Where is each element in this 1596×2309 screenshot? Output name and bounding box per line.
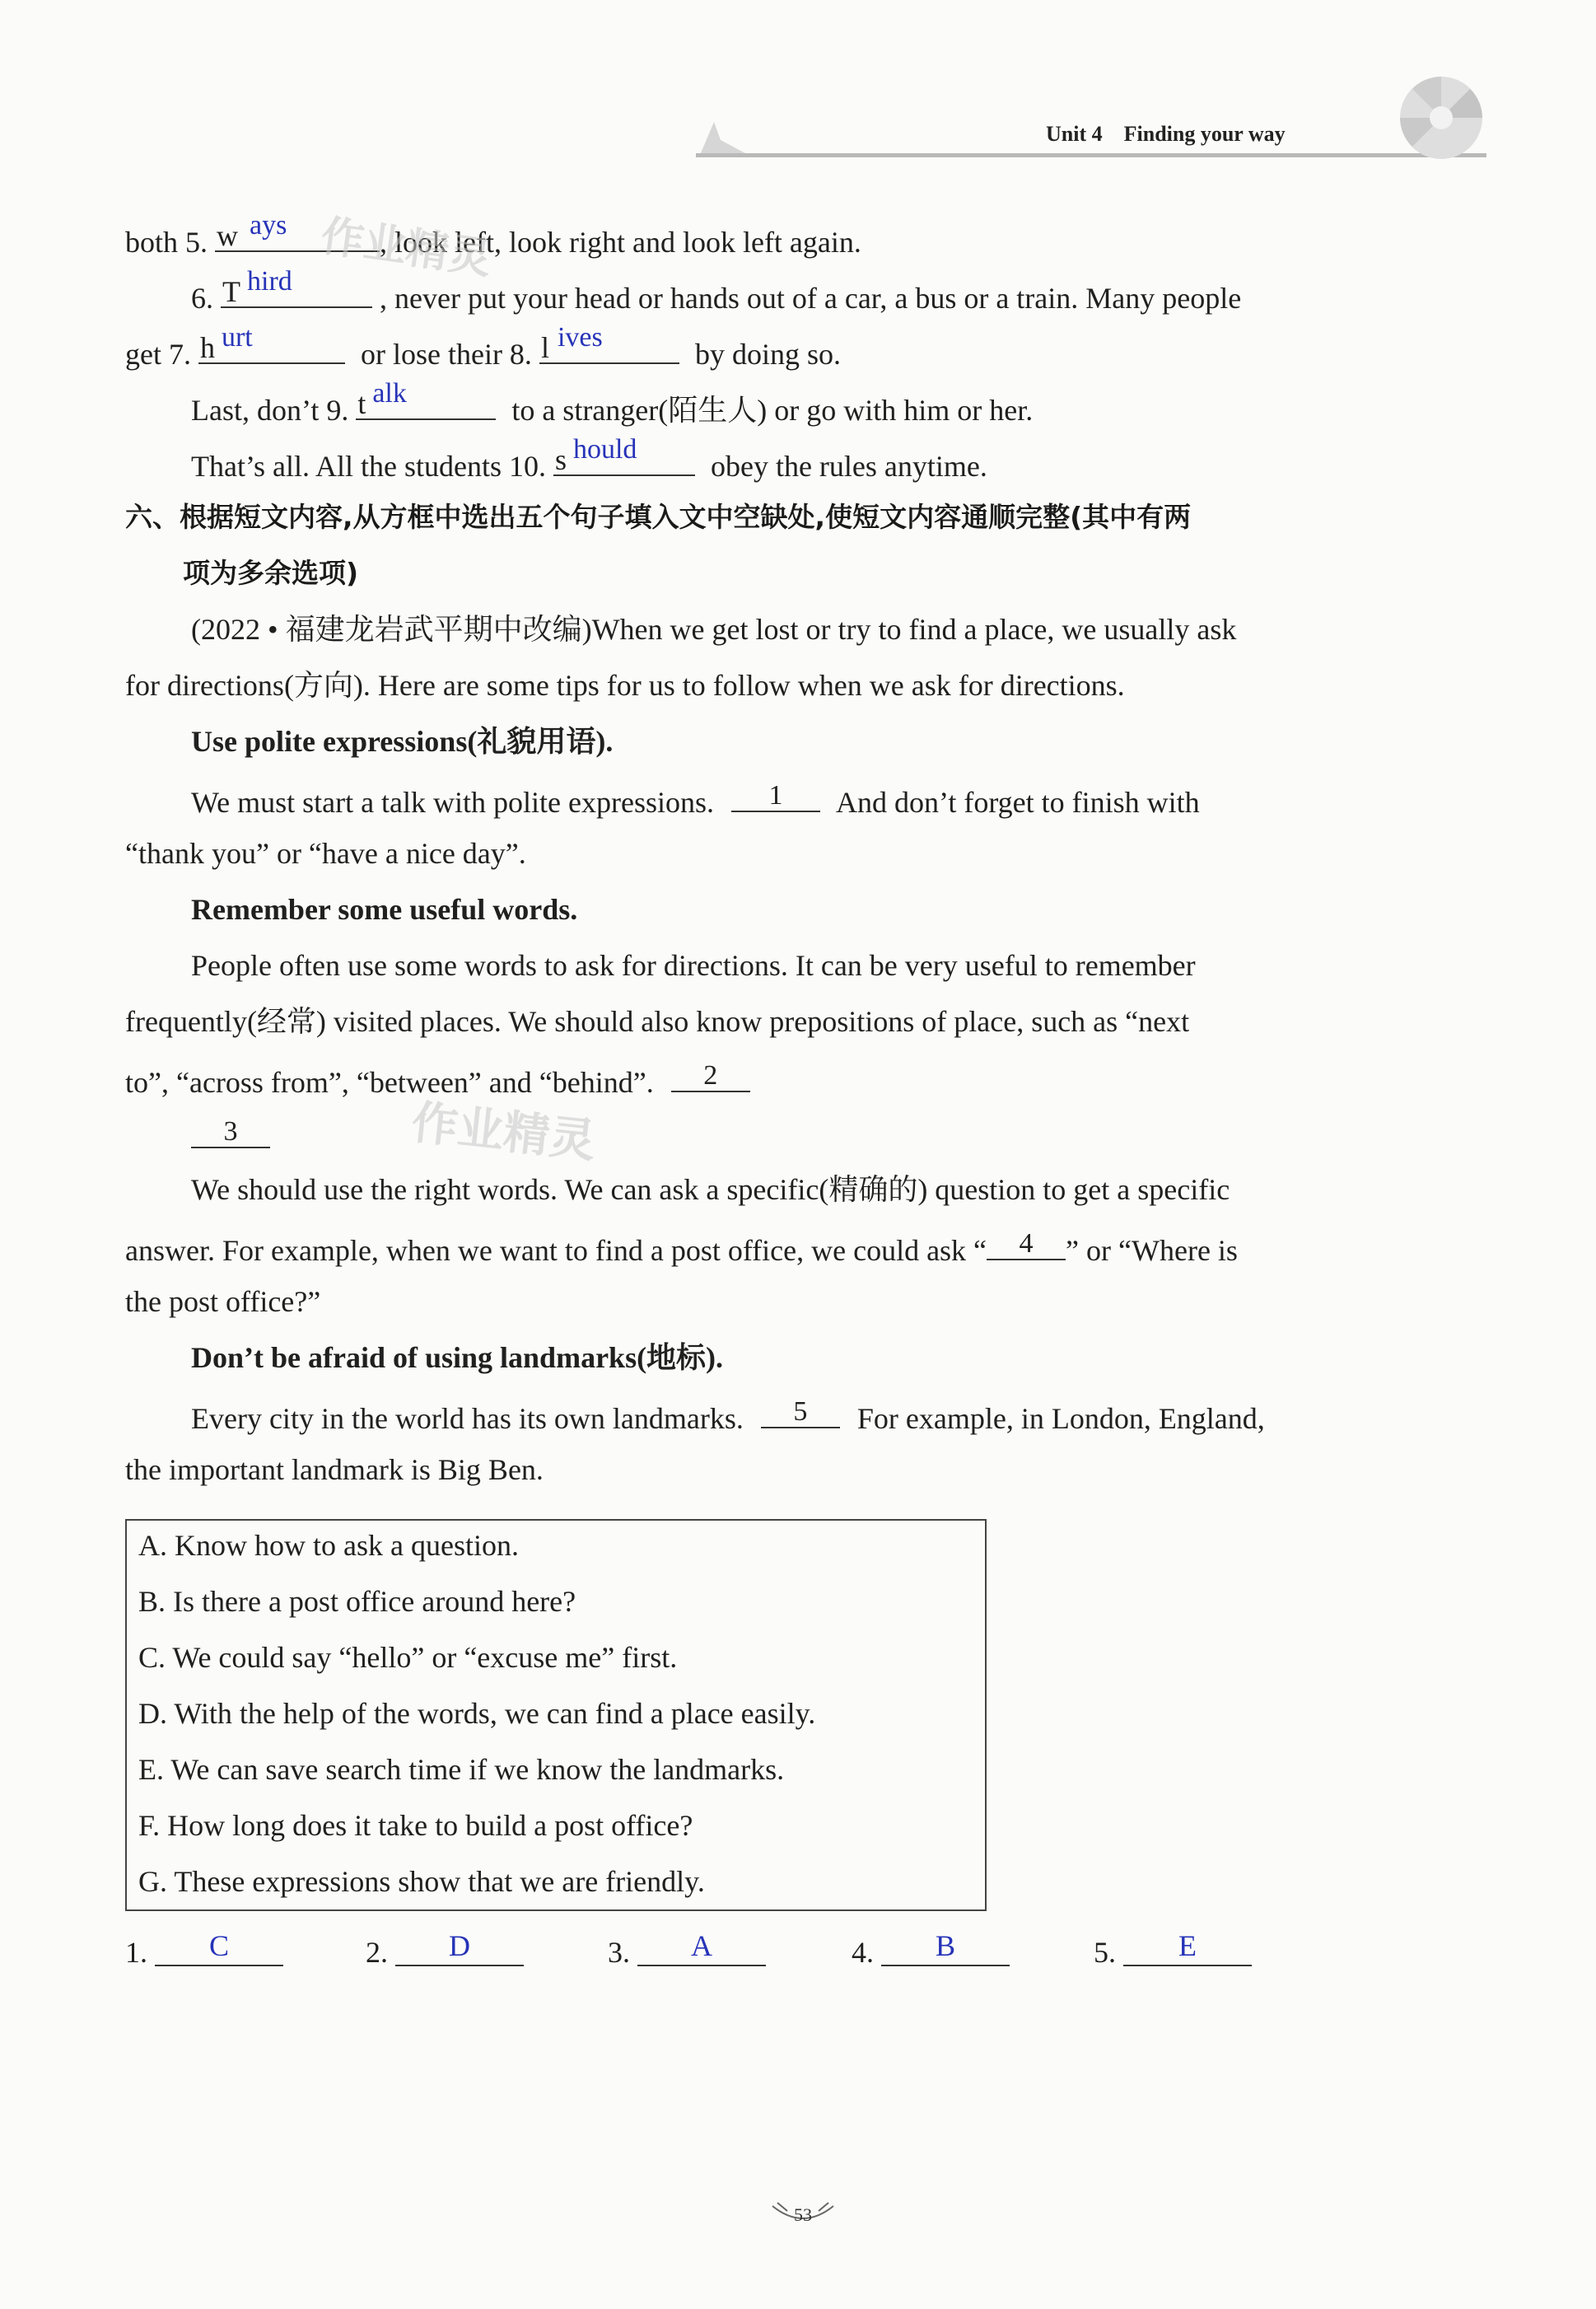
passage-line: People often use some words to ask for directions. It can be very useful to remember — [191, 949, 1196, 982]
item-number: That’s all. All the students 10. — [191, 450, 546, 483]
line-text: answer. For example, when we want to find a post office, we could ask “ — [125, 1234, 987, 1267]
passage-blank-1 — [731, 778, 820, 812]
blank-number: 1 — [768, 780, 783, 811]
line-text: by doing so. — [694, 338, 841, 371]
answer-number: 4. — [852, 1936, 874, 1969]
line-text: And don’t forget to finish with — [836, 786, 1200, 819]
answer-blank-7 — [198, 322, 345, 364]
passage-line — [191, 1114, 270, 1158]
blank-initial: t — [357, 387, 366, 420]
answer-blank-9 — [356, 378, 496, 420]
line-text: , look left, look right and look left again. — [380, 226, 861, 259]
passage-line — [191, 1394, 1265, 1438]
blank-initial: h — [199, 331, 215, 364]
handwritten-answer: ives — [557, 322, 603, 353]
blank-initial: s — [554, 443, 567, 476]
line-text: to”, “across from”, “between” and “behind”. — [125, 1066, 654, 1099]
passage-line: the important landmark is Big Ben. — [125, 1453, 544, 1486]
exercise-line-9 — [191, 378, 1034, 430]
answer-slot-3 — [608, 1929, 766, 1970]
handwritten-answer: ays — [250, 210, 287, 241]
header-unit-title: Finding your way — [1123, 122, 1286, 146]
handwritten-answer: alk — [372, 378, 407, 409]
passage-line — [191, 778, 1200, 822]
header-disc-decoration — [1392, 72, 1491, 163]
item-number: both 5. — [125, 226, 208, 259]
blank-number: 5 — [793, 1396, 808, 1427]
answer-blank-10 — [553, 434, 695, 476]
line-text: We must start a talk with polite expressions. — [191, 786, 714, 819]
answer-number: 2. — [366, 1936, 388, 1969]
exercise-line-6 — [191, 266, 1242, 318]
header-rule — [696, 153, 1486, 157]
passage-line: the post office?” — [125, 1285, 321, 1318]
line-text: For example, in London, England, — [856, 1402, 1265, 1435]
passage-line: frequently(经常) visited places. We should also know prepositions of place, such as “next — [125, 1005, 1190, 1038]
header-unit: Unit 4 — [1046, 122, 1103, 146]
passage-line: for directions(方向). Here are some tips for us to follow when we ask for directions. — [125, 669, 1125, 702]
passage-line: We should use the right words. We can ask a specific(精确的) question to get a specific — [191, 1173, 1230, 1206]
answer-blank-6 — [221, 266, 372, 308]
answer-number: 1. — [125, 1936, 147, 1969]
header-title — [1046, 122, 1307, 147]
line-text: ” or “Where is — [1066, 1234, 1238, 1267]
option-b: B. Is there a post office around here? — [138, 1585, 576, 1618]
handwritten-answer: C — [155, 1928, 283, 1966]
passage-blank-4 — [987, 1226, 1066, 1260]
passage-line: (2022 • 福建龙岩武平期中改编)When we get lost or try to find a place, we usually ask — [191, 613, 1237, 646]
option-a: A. Know how to ask a question. — [138, 1529, 519, 1562]
option-e: E. We can save search time if we know the landmarks. — [138, 1753, 785, 1786]
passage-blank-2 — [671, 1058, 750, 1092]
option-f: F. How long does it take to build a post office? — [138, 1809, 693, 1842]
option-c: C. We could say “hello” or “excuse me” first. — [138, 1641, 678, 1674]
passage-line: “thank you” or “have a nice day”. — [125, 837, 526, 870]
blank-initial: w — [217, 219, 239, 252]
handwritten-answer: D — [395, 1928, 524, 1966]
section-title-cont: 项为多余选项) — [183, 557, 359, 589]
line-text: Every city in the world has its own landmarks. — [191, 1402, 744, 1435]
item-number: get 7. — [125, 338, 191, 371]
passage-subheading: Don’t be afraid of using landmarks(地标). — [191, 1341, 724, 1374]
answer-blank-8 — [539, 322, 679, 364]
handwritten-answer: B — [881, 1928, 1010, 1966]
line-text: or lose their 8. — [360, 338, 532, 371]
option-g: G. These expressions show that we are friendly. — [138, 1865, 705, 1898]
watermark: 作业精灵 — [318, 211, 495, 285]
line-text: obey the rules anytime. — [710, 450, 987, 483]
blank-number: 2 — [703, 1060, 718, 1091]
blank-number: 3 — [223, 1116, 238, 1147]
answer-slot-1 — [125, 1929, 283, 1970]
passage-subheading: Use polite expressions(礼貌用语). — [191, 725, 614, 758]
blank-initial: T — [222, 275, 240, 308]
page-number: 53 — [794, 2204, 812, 2225]
option-d: D. With the help of the words, we can find a place easily. — [138, 1697, 816, 1730]
exercise-line-10 — [191, 434, 987, 486]
line-text: , never put your head or hands out of a car, a bus or a train. Many people — [380, 282, 1242, 315]
handwritten-answer: hould — [572, 434, 637, 465]
blank-number: 4 — [1019, 1228, 1034, 1259]
section-title: 六、根据短文内容,从方框中选出五个句子填入文中空缺处,使短文内容通顺完整(其中有两 — [125, 501, 1192, 533]
blank-initial: l — [540, 331, 549, 364]
answer-slot-5 — [1094, 1929, 1252, 1970]
watermark: 作业精灵 — [408, 1096, 599, 1169]
exercise-line-7-8 — [125, 322, 841, 374]
line-text: to a stranger(陌生人) or go with him or her. — [511, 394, 1034, 427]
handwritten-answer: A — [637, 1928, 766, 1966]
handwritten-answer: E — [1123, 1928, 1252, 1966]
answer-slot-2 — [366, 1929, 524, 1970]
answer-number: 3. — [608, 1936, 630, 1969]
header-arrow-decoration — [696, 115, 762, 157]
item-number: Last, don’t 9. — [191, 394, 349, 427]
handwritten-answer: hird — [247, 266, 292, 297]
passage-line — [125, 1226, 1238, 1270]
passage-blank-5 — [761, 1394, 840, 1428]
answer-slot-4 — [852, 1929, 1010, 1970]
passage-subheading: Remember some useful words. — [191, 893, 578, 926]
passage-blank-3 — [191, 1114, 270, 1148]
item-number: 6. — [191, 282, 213, 315]
answer-number: 5. — [1094, 1936, 1116, 1969]
handwritten-answer: urt — [221, 322, 253, 353]
